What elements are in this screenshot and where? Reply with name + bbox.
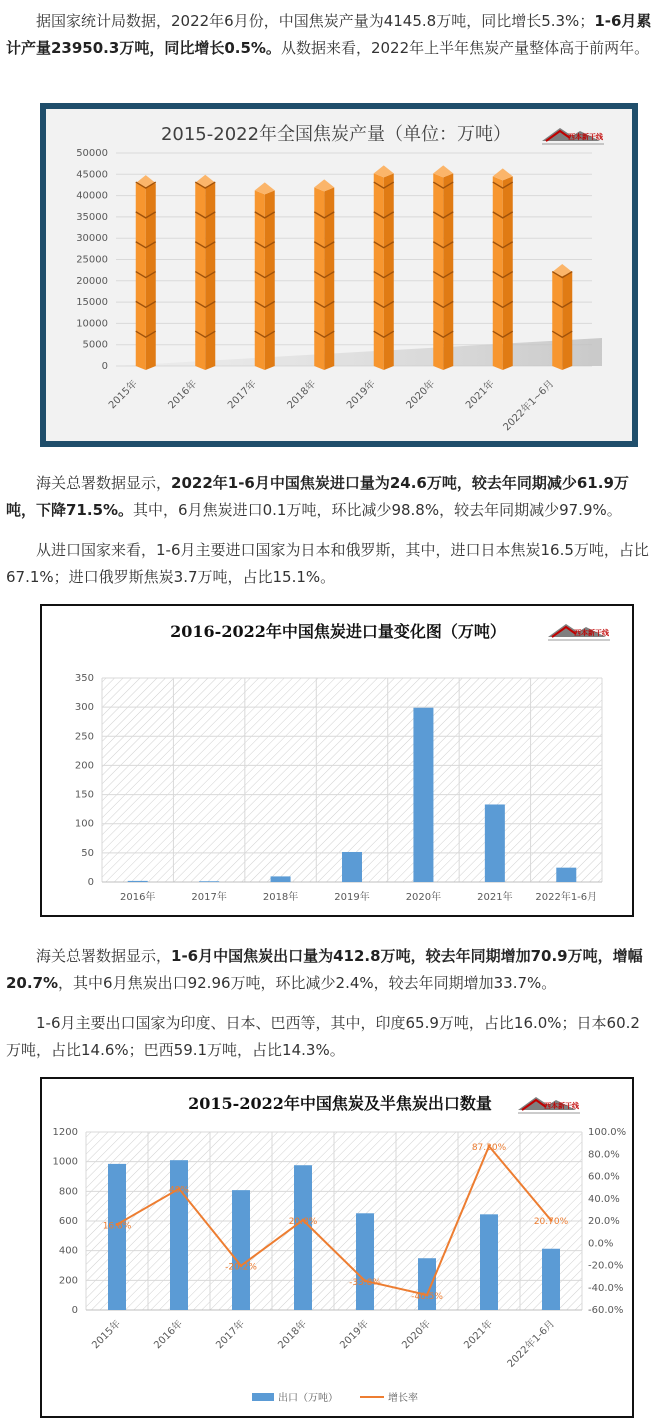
x-tick-label: 2021年 — [464, 378, 497, 412]
y-tick-label: 15000 — [76, 297, 108, 309]
paragraph-export-countries: 1-6月主要出口国家为印度、日本、巴西等，其中，印度65.9万吨，占比16.0%；日本60.2万吨，占比14.6%；巴西59.1万吨，占比14.3%。 — [6, 1014, 640, 1059]
bar — [480, 1214, 498, 1310]
x-tick-label: 2019年 — [338, 1318, 372, 1352]
logo-text: 西本新干线 — [574, 629, 609, 637]
y-tick-label: 20000 — [76, 275, 108, 287]
x-tick-label: 2015年 — [90, 1318, 124, 1352]
data-label: -46.5% — [411, 1291, 443, 1302]
paragraph-import — [6, 470, 654, 524]
x-tick-label: 2015年 — [107, 378, 140, 412]
y2-tick-label: 100.0% — [588, 1127, 627, 1138]
y2-tick-label: 0.0% — [588, 1238, 614, 1250]
y-tick-label: 1000 — [52, 1156, 78, 1168]
text: 海关总署数据显示， — [36, 474, 172, 492]
floor-shadow — [116, 338, 602, 366]
legend-label: 增长率 — [388, 1393, 418, 1404]
bar — [374, 165, 394, 370]
production-chart-svg — [46, 109, 632, 441]
y2-tick-label: 40.0% — [588, 1193, 620, 1205]
y2-tick-label: -40.0% — [588, 1282, 624, 1294]
data-label: 49% — [168, 1185, 190, 1196]
import-chart — [40, 604, 634, 917]
paragraph-export — [6, 943, 654, 997]
y-tick-label: 0 — [87, 877, 94, 888]
legend-swatch-bar — [252, 1393, 274, 1401]
bar — [232, 1190, 250, 1310]
x-tick-label: 2020年 — [405, 892, 442, 903]
paragraph-production — [6, 8, 654, 62]
y-tick-label: 0 — [71, 1305, 78, 1316]
y-tick-label: 600 — [58, 1216, 78, 1227]
x-tick-label: 2022年1-6月 — [535, 892, 598, 903]
bar — [294, 1165, 312, 1310]
bar-right-face — [562, 272, 572, 370]
bold-text: 2022年1-6月中国焦炭进口量为24.6万吨，较去年同期减少61.9万吨，下降71.5%。 — [6, 474, 629, 519]
x-tick-label: 2016年 — [166, 378, 200, 412]
x-tick-label: 2019年 — [345, 378, 378, 412]
logo-text: 西本新干线 — [544, 1102, 579, 1110]
x-tick-label: 2017年 — [214, 1318, 248, 1352]
y-tick-label: 150 — [74, 789, 94, 801]
text: 从数据来看，2022年上半年焦炭产量整体高于前两年。 — [280, 39, 650, 57]
logo — [542, 128, 604, 144]
bold-text: 1-6月中国焦炭出口量为412.8万吨，较去年同期增加70.9万吨，增幅20.7% — [6, 947, 643, 992]
y-tick-label: 50000 — [76, 148, 108, 159]
plot-area — [102, 678, 602, 882]
paragraph-import-countries: 从进口国家来看，1-6月主要进口国家为日本和俄罗斯，其中，进口日本焦炭16.5万吨，占比67.1%；进口俄罗斯焦炭3.7万吨，占比15.1%。 — [6, 541, 649, 586]
y-tick-label: 25000 — [76, 254, 108, 266]
x-tick-label: 2022年1~6月 — [501, 378, 557, 434]
export-chart-svg — [42, 1079, 632, 1416]
data-label: 16.8% — [102, 1221, 132, 1232]
x-tick-label: 2020年 — [400, 1318, 434, 1352]
logo — [548, 624, 610, 640]
chart-title: 2015-2022年中国焦炭及半焦炭出口数量 — [188, 1094, 492, 1113]
y2-tick-label: 20.0% — [588, 1216, 620, 1227]
y-tick-label: 50 — [81, 847, 94, 859]
data-label: 87.30% — [471, 1143, 507, 1154]
data-label: 20.8% — [288, 1217, 318, 1228]
bar — [271, 876, 291, 882]
import-chart-svg — [42, 606, 632, 915]
bar — [493, 168, 513, 370]
x-tick-label: 2018年 — [285, 378, 319, 412]
bar — [418, 1258, 436, 1310]
y-tick-label: 35000 — [76, 211, 108, 223]
bar — [485, 804, 505, 882]
y2-tick-label: -60.0% — [588, 1305, 624, 1316]
x-tick-label: 2019年 — [334, 892, 370, 903]
bar — [433, 165, 453, 370]
bar — [356, 1213, 374, 1310]
x-tick-label: 2017年 — [226, 378, 259, 412]
production-chart — [40, 103, 638, 447]
legend — [252, 1391, 418, 1404]
text: 据国家统计局数据，2022年6月份，中国焦炭产量为4145.8万吨，同比增长5.3%； — [36, 12, 595, 30]
x-tick-label: 2016年 — [119, 892, 156, 903]
bar — [556, 868, 576, 882]
x-tick-label: 2020年 — [404, 378, 438, 412]
y-tick-label: 350 — [74, 673, 94, 684]
data-label: 20.70% — [533, 1217, 569, 1228]
y-tick-label: 200 — [74, 760, 94, 772]
y2-tick-label: 80.0% — [588, 1149, 620, 1161]
x-tick-label: 2021年 — [477, 892, 513, 903]
y-tick-label: 100 — [74, 818, 94, 830]
bar — [195, 175, 215, 370]
bar — [255, 182, 275, 370]
legend-label: 出口（万吨） — [278, 1393, 338, 1404]
x-tick-label: 2018年 — [262, 892, 299, 903]
x-tick-label: 2016年 — [152, 1318, 186, 1352]
y-tick-label: 200 — [58, 1275, 78, 1287]
chart-title: 2016-2022年中国焦炭进口量变化图（万吨） — [170, 622, 506, 641]
y-tick-label: 45000 — [76, 169, 108, 181]
bar — [128, 881, 148, 882]
bar — [342, 852, 362, 882]
y2-tick-label: -20.0% — [588, 1260, 624, 1272]
bar — [552, 264, 572, 370]
bar — [136, 175, 156, 370]
bar — [108, 1164, 126, 1310]
y-tick-label: 0 — [101, 361, 108, 372]
export-chart — [40, 1077, 634, 1418]
text: ，其中6月焦炭出口92.96万吨，环比减少2.4%，较去年同期增加33.7%。 — [58, 974, 557, 992]
logo-text: 西本新干线 — [568, 133, 603, 141]
y-tick-label: 1200 — [52, 1127, 78, 1138]
bar — [170, 1160, 188, 1310]
bar — [314, 179, 334, 370]
text: 其中，6月焦炭进口0.1万吨，环比减少98.8%，较去年同期减少97.9%。 — [133, 501, 622, 519]
bar — [199, 881, 219, 882]
y-tick-label: 250 — [74, 731, 94, 743]
bold-text: 1-6月累计产量23950.3万吨，同比增长0.5%。 — [6, 12, 652, 57]
bar — [413, 708, 433, 882]
y-tick-label: 800 — [58, 1186, 78, 1198]
data-label: -33.8% — [349, 1277, 381, 1288]
x-tick-label: 2017年 — [191, 892, 227, 903]
y-tick-label: 30000 — [76, 233, 108, 245]
logo — [518, 1097, 580, 1113]
x-tick-label: 2021年 — [462, 1318, 496, 1352]
text: 海关总署数据显示， — [36, 947, 172, 965]
y-tick-label: 5000 — [82, 339, 108, 351]
chart-title: 2015-2022年全国焦炭产量（单位：万吨） — [160, 124, 512, 145]
y-tick-label: 40000 — [76, 190, 108, 202]
bar-left-face — [552, 272, 562, 370]
bar — [542, 1249, 560, 1310]
x-tick-label: 2022年1-6月 — [505, 1318, 558, 1370]
x-tick-label: 2018年 — [276, 1318, 310, 1352]
data-label: -20.2% — [225, 1262, 257, 1273]
y-tick-label: 10000 — [76, 318, 108, 330]
y-tick-label: 300 — [74, 702, 94, 714]
y-tick-label: 400 — [58, 1245, 78, 1257]
y2-tick-label: 60.0% — [588, 1171, 620, 1183]
